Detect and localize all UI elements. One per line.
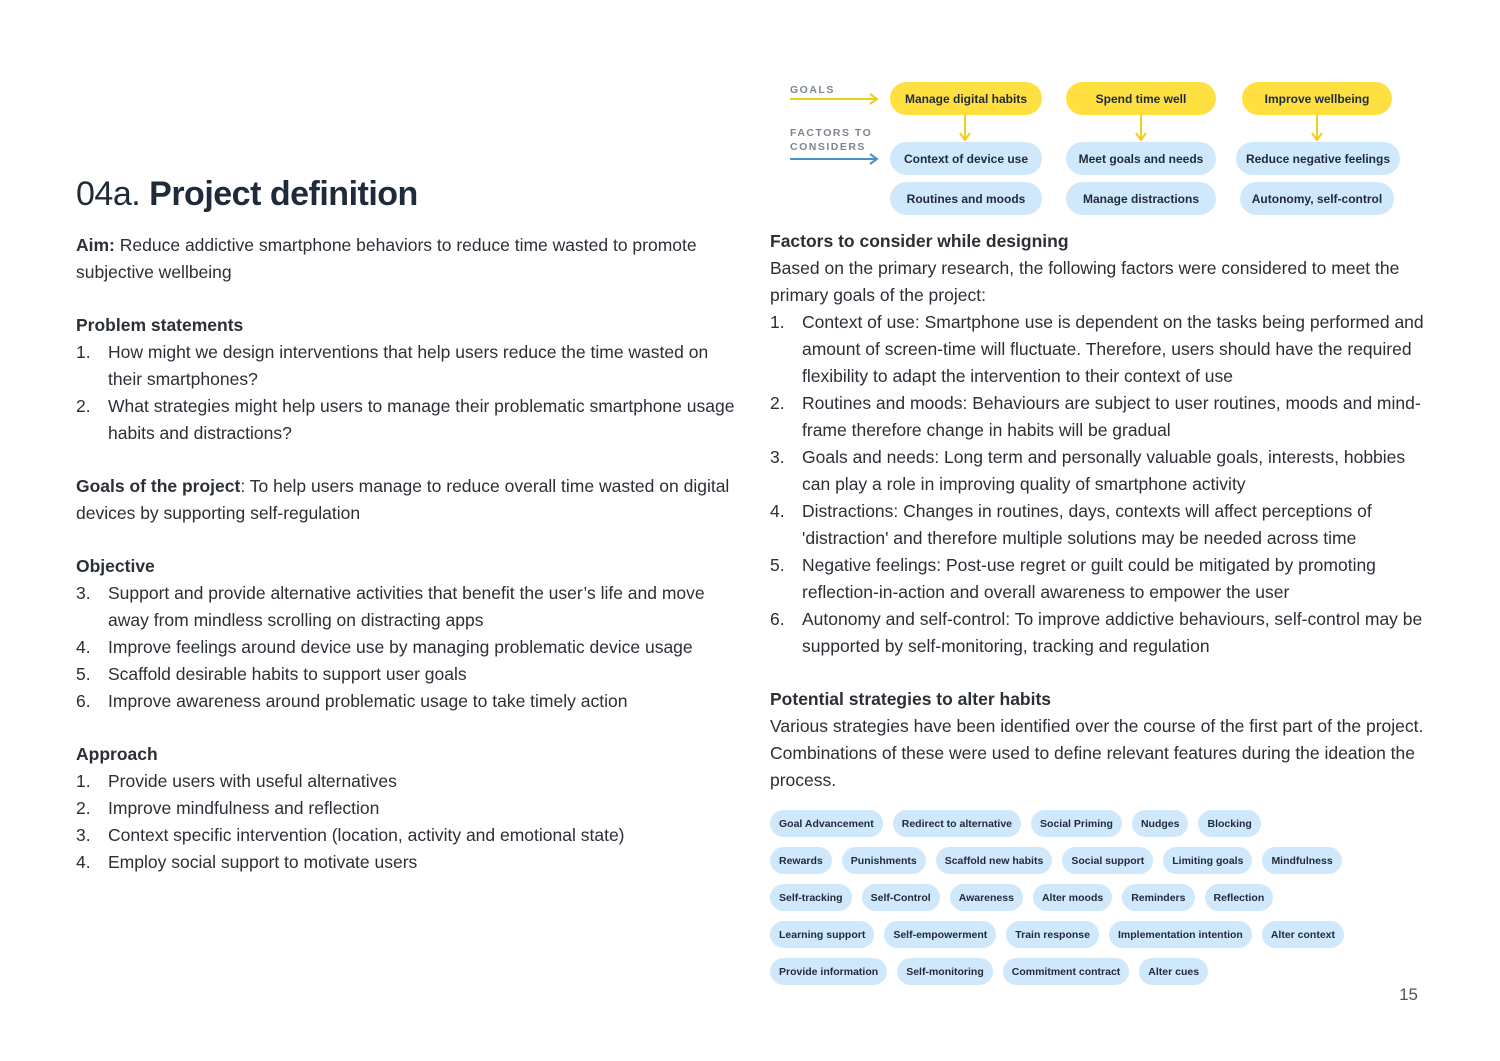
list-item: 6. Improve awareness around problematic usage to take timely action [76,691,628,711]
list-item: 4. Employ social support to motivate users [76,852,418,872]
factors-arrow-icon [790,152,882,166]
tag-row [770,810,1410,837]
aim-label: Aim: [76,235,115,255]
tag-row [770,884,1410,911]
strategy-tag: Awareness [950,884,1023,911]
list-item: 3. Context specific intervention (location, activity and emotional state) [76,825,625,845]
list-item: 1. Provide users with useful alternatives [76,771,397,791]
factor-pill: Context of device use [890,142,1042,175]
factors-heading: Factors to consider while designing [770,231,1069,251]
goals-paragraph [76,473,736,527]
strategy-tag: Mindfulness [1262,847,1341,874]
down-arrow-icon [1310,115,1324,143]
strategy-tag: Social support [1062,847,1153,874]
strategy-tag: Scaffold new habits [936,847,1053,874]
strategy-tag: Train response [1006,921,1099,948]
strategy-tags [770,810,1410,995]
list-item: 1. Context of use: Smartphone use is dependent on the tasks being performed and amount of screen-time will fluctuate. Therefore, users should have the required flexibility to adapt the intervention to their context of use [770,312,1424,386]
goal-pill: Spend time well [1066,82,1216,115]
objective-list [76,580,736,715]
strategy-tag: Self-Control [862,884,940,911]
factor-pill: Manage distractions [1066,182,1216,215]
approach-heading: Approach [76,744,158,764]
approach-list [76,768,736,876]
strategy-tag: Commitment contract [1003,958,1130,985]
list-item: 3. Support and provide alternative activities that benefit the user’s life and move away from mindless scrolling on distracting apps [76,583,705,630]
approach-section [76,741,736,876]
factor-pill: Reduce negative feelings [1236,142,1400,175]
tag-row [770,958,1410,985]
factor-pill: Routines and moods [890,182,1042,215]
goals-arrow-icon [790,92,882,106]
list-item: 4. Improve feelings around device use by managing problematic device usage [76,637,693,657]
list-item: 5. Scaffold desirable habits to support user goals [76,664,467,684]
list-item: 2. Routines and moods: Behaviours are subject to user routines, moods and mind-frame therefore change in habits will be gradual [770,393,1421,440]
objective-section [76,553,736,715]
strategy-tag: Self-empowerment [884,921,996,948]
strategy-tag: Limiting goals [1163,847,1252,874]
list-item: 2. What strategies might help users to manage their problematic smartphone usage habits and distractions? [76,396,735,443]
strategy-tag: Social Priming [1031,810,1122,837]
strategy-tag: Reminders [1122,884,1194,911]
strategy-tag: Self-monitoring [897,958,993,985]
goal-pill: Manage digital habits [890,82,1042,115]
strategy-tag: Goal Advancement [770,810,883,837]
goal-pill: Improve wellbeing [1242,82,1392,115]
title-prefix: 04a. [76,175,141,213]
down-arrow-icon [958,115,972,143]
title-main: Project definition [149,175,418,213]
problem-statements-section [76,312,736,447]
factor-pill: Autonomy, self-control [1240,182,1394,215]
strategy-tag: Learning support [770,921,874,948]
list-item: 1. How might we design interventions that help users reduce the time wasted on their smartphones? [76,342,709,389]
list-item: 5. Negative feelings: Post-use regret or guilt could be mitigated by promoting reflection-in-action and overall awareness to empower the user [770,555,1376,602]
problem-statements-list [76,339,736,447]
strategy-tag: Self-tracking [770,884,852,911]
strategy-tag: Alter cues [1139,958,1208,985]
goals-factors-diagram [786,78,1426,218]
strategy-tag: Redirect to alternative [893,810,1021,837]
left-column [76,172,736,876]
goals-label: GOALS [790,84,835,96]
factors-list [770,309,1430,660]
strategy-tag: Reflection [1205,884,1274,911]
down-arrow-icon [1134,115,1148,143]
strategies-section [770,686,1430,794]
strategy-tag: Implementation intention [1109,921,1252,948]
aim-paragraph [76,232,736,286]
strategies-heading: Potential strategies to alter habits [770,689,1052,709]
strategy-tag: Alter context [1262,921,1344,948]
goals-label: Goals of the project [76,476,241,496]
factor-pill: Meet goals and needs [1066,142,1216,175]
list-item: 2. Improve mindfulness and reflection [76,798,380,818]
objective-heading: Objective [76,556,155,576]
factors-label: FACTORS TO CONSIDERS [790,127,873,153]
strategy-tag: Punishments [842,847,926,874]
strategies-intro: Various strategies have been identified over the course of the first part of the project. Combinations of these were used to define relevant features during the ideation the process. [770,716,1424,790]
strategy-tag: Rewards [770,847,832,874]
strategy-tag: Provide information [770,958,887,985]
right-column [770,228,1430,794]
strategy-tag: Nudges [1132,810,1189,837]
strategy-tag: Alter moods [1033,884,1112,911]
goals-section [76,473,736,527]
list-item: 4. Distractions: Changes in routines, days, contexts will affect perceptions of 'distraction' and therefore multiple solutions may be needed across time [770,501,1372,548]
goals-text: : To help users manage to reduce overall time wasted on digital devices by supporting self-regulation [76,476,730,523]
tag-row [770,847,1410,874]
list-item: 3. Goals and needs: Long term and personally valuable goals, interests, hobbies can play a role in improving quality of smartphone activity [770,447,1406,494]
factors-intro: Based on the primary research, the following factors were considered to meet the primary goals of the project: [770,258,1400,305]
page-number: 15 [1399,985,1418,1004]
strategy-tag: Blocking [1198,810,1260,837]
list-item: 6. Autonomy and self-control: To improve addictive behaviours, self-control may be supported by self-monitoring, tracking and regulation [770,609,1423,656]
aim-text: Reduce addictive smartphone behaviors to reduce time wasted to promote subjective wellbeing [76,235,697,282]
page-title [76,172,736,216]
tag-row [770,921,1410,948]
problem-statements-heading: Problem statements [76,315,244,335]
